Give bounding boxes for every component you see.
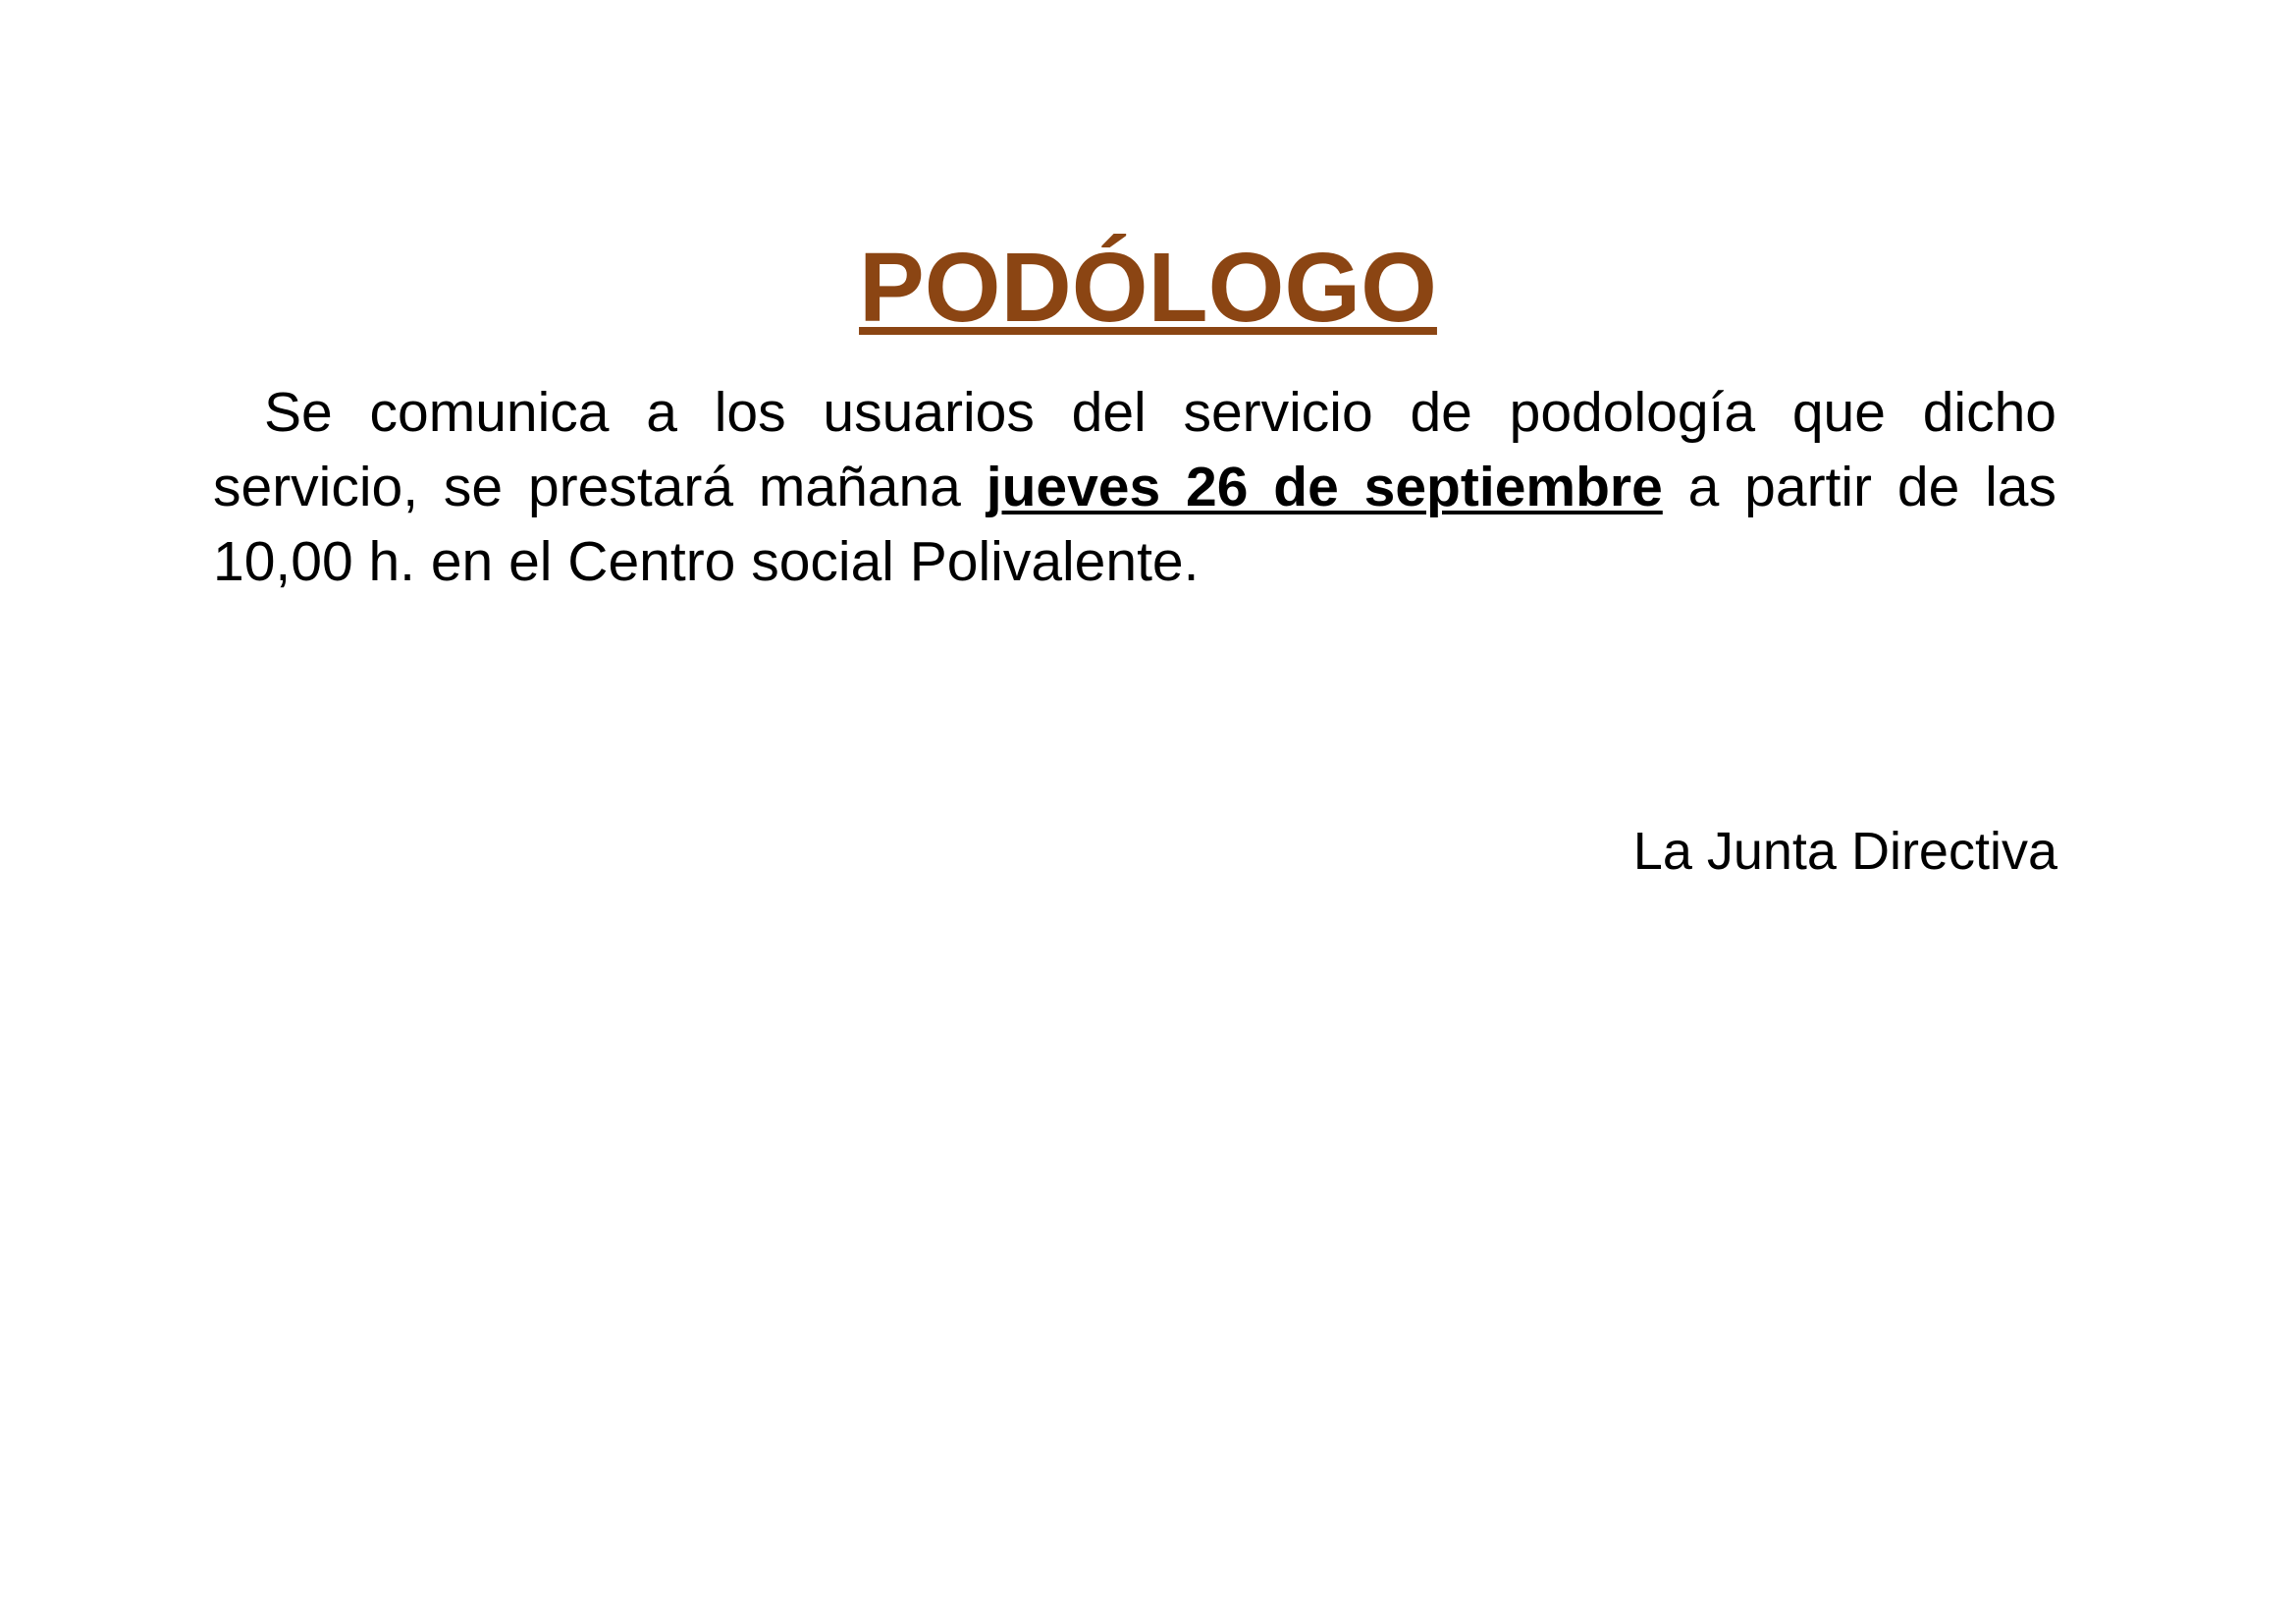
notice-signature: La Junta Directiva <box>1632 822 2057 881</box>
notice-body-part2: a partir de las 10,00 h. en el Centro social Polivalente. <box>213 456 2056 593</box>
notice-date-emphasis: jueves 26 de septiembre <box>986 456 1663 518</box>
notice-title-text: PODÓLOGO <box>859 233 1437 343</box>
notice-body <box>213 375 2056 599</box>
notice-title <box>0 232 2296 345</box>
notice-body-part1: Se comunica a los usuarios del servicio de podología que dicho servicio, se prestará mañana <box>213 381 2056 518</box>
